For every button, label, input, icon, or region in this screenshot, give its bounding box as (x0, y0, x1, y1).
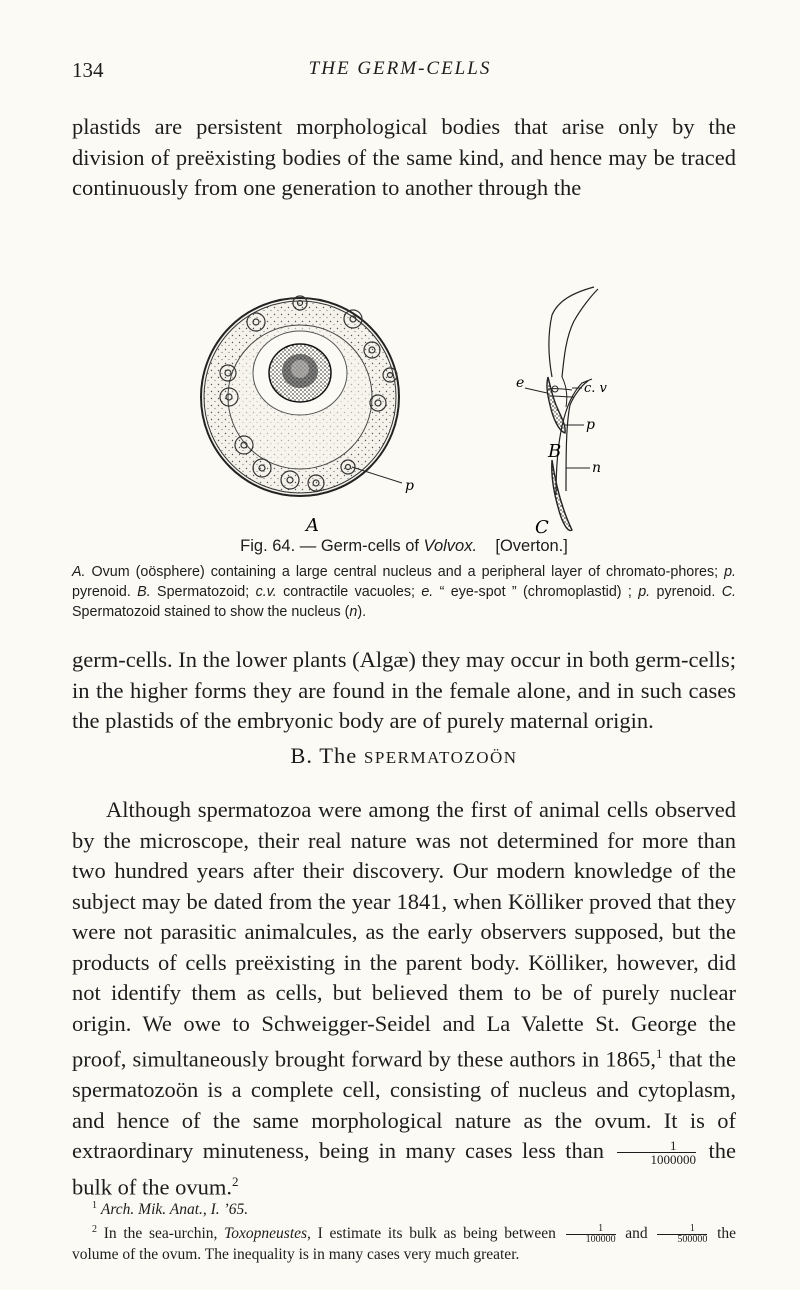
figure-label-e: e (516, 375, 525, 391)
caption-c-letter: C. (721, 584, 736, 600)
para2-end: the bulk of the ovum. (72, 1138, 736, 1199)
caption-cv: c.v. (255, 584, 277, 600)
figure-label-cv: c. v (584, 381, 607, 396)
footnote-2-number: 2 (92, 1224, 97, 1236)
figure-illustration (0, 285, 800, 535)
caption-b-letter: B. (137, 584, 151, 600)
caption-c-text: Spermatozoid stained to show the nucleus ( (72, 604, 350, 620)
footnote-2-mid: I estimate its bulk as being between (310, 1225, 563, 1243)
continuation-paragraph: germ-cells. In the lower plants (Algæ) they may occur in both germ-cells; in the higher forms they are found in the female alone, and in such cases the plastids of the embryonic body are of purely maternal origin. (72, 647, 736, 733)
footnote-ref-1[interactable]: 1 (656, 1046, 663, 1061)
caption-p1-text: pyrenoid. (72, 584, 138, 600)
caption-e: e. (421, 584, 434, 600)
fraction-five-hundred-thousandth (657, 1224, 707, 1245)
figure-label-p-b: p (586, 417, 595, 433)
figure-label-c: C (535, 517, 549, 535)
caption-c-end: ). (357, 604, 367, 620)
fraction-millionth (617, 1139, 697, 1166)
fraction-numerator: 1 (617, 1139, 697, 1153)
caption-p2: p. (638, 584, 651, 600)
section-title: SPERMATOZOÖN (363, 748, 518, 767)
fraction1-denominator: 100000 (585, 1234, 616, 1246)
fraction-denominator: 1000000 (650, 1152, 696, 1168)
fraction2-numerator: 1 (657, 1224, 707, 1235)
para2-main: Although spermatozoa were among the first of animal cells observed by the microscope, their real nature was not determined for more than two hundred years after their discovery. Our modern knowledge of the subject may be dated from the year 1841, when Kölliker proved that they were not parasitic animalcules, as the early observers supposed, but the products of cells preëxisting in the parent body. Kölliker, however, did not identify them as cells, but believed them to be of purely nuclear origin. We owe to Schweigger-Seidel and La Valette St. George the proof, simultaneously brought forward by these authors in 1865, (72, 797, 736, 1072)
footnotes (72, 1196, 736, 1265)
running-head: THE GERM-CELLS (308, 58, 492, 79)
section-letter: B. The (290, 743, 364, 768)
section-heading (72, 743, 736, 769)
caption-n: n (349, 604, 358, 620)
caption-e-text: “ eye-spot ” (chromoplastid) ; (433, 584, 639, 600)
caption-author: [Overton.] (495, 537, 568, 555)
figure-label-b: B (548, 441, 562, 462)
page-number: 134 (72, 58, 104, 82)
caption-genus: Volvox. (423, 537, 478, 555)
figure-volvox (0, 285, 800, 535)
footnote-2-pre: In the sea-urchin, (97, 1225, 225, 1243)
fraction2-denominator: 500000 (677, 1234, 708, 1246)
footnote-2-genus: Toxopneustes, (224, 1225, 311, 1243)
fraction-hundred-thousandth (566, 1224, 616, 1245)
footnote-ref-2[interactable]: 2 (231, 1173, 239, 1189)
caption-b-text: Spermatozoid; (150, 584, 256, 600)
para2-mid: that the spermatozoön is a complete cell, consisting of nucleus and cytoplasm, and hence of the same morphological nature as the ovum. It is of extraordinary minuteness, being in many cases less than (72, 1046, 736, 1163)
footnote-1-number: 1 (92, 1200, 97, 1211)
figure-caption-text (72, 562, 736, 622)
fraction1-numerator: 1 (566, 1224, 616, 1235)
footnote-2-and: and (618, 1225, 655, 1243)
ovum-drawing (201, 296, 402, 496)
intro-paragraph: plastids are persistent morphological bodies that arise only by the division of preëxisting bodies of the same kind, and hence may be traced continuously from one generation to another through the (72, 114, 736, 200)
caption-p2-text: pyrenoid. (650, 584, 722, 600)
footnote-1 (72, 1196, 736, 1220)
figure-label-a: A (306, 515, 319, 535)
page-header (72, 58, 728, 88)
caption-p1: p. (724, 564, 736, 580)
footnote-2-end: the volume of the ovum. The inequality is in many cases very much greater. (72, 1225, 736, 1264)
caption-cv-text: contractile vacuoles; (276, 584, 422, 600)
caption-fig-prefix: Fig. 64. — Germ-cells of (240, 537, 424, 555)
footnote-2 (72, 1220, 736, 1265)
caption-a-text: Ovum (oösphere) containing a large central nucleus and a peripheral layer of chromato-phores; (85, 564, 725, 580)
figure-label-p-a: p (405, 478, 414, 494)
footnote-1-text: Arch. Mik. Anat., I. ’65. (100, 1201, 249, 1219)
spermatozoon-paragraph (72, 795, 736, 1203)
spermatozoid-drawing (525, 287, 598, 433)
caption-a-letter: A. (72, 564, 86, 580)
figure-label-n: n (592, 460, 602, 476)
figure-caption-title (72, 537, 736, 556)
